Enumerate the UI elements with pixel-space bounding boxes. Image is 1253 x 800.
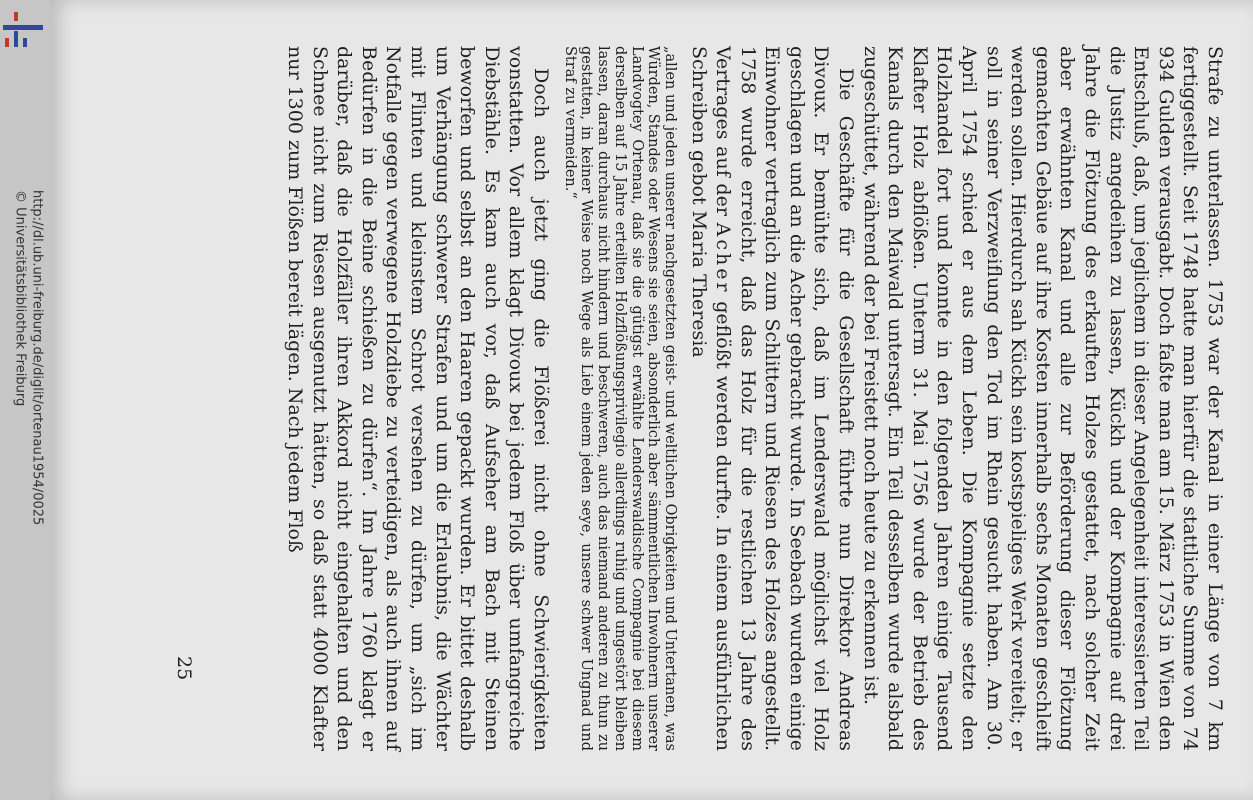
- rotated-page-content: [55, 0, 1235, 800]
- page-number: 25: [173, 656, 195, 681]
- quotation-block: „allen und jeden unserer nachgesetzten geist- und weltlichen Obrigkeiten und Untertanen, was Würden, Standes oder Wesens sie seien, absonderlich aber sämmentlichen Inwohnern unserer Landvogtey Ortenau, daß sie die gütigst erwählte Lenderswaldische Compagnie bei diesem derselben auf 15 Jahre erteilten Holzflößungsprivilegio allerdings ruhig und ungestört bleiben lassen, daran durchaus nicht hindern und beschweren, auch das niemand anderen zu thun zu gestatten, in keiner Weise noch Wege als Lieb einem jeden seye, unsere schwer Ungnad und Straf zu vermeiden.“: [561, 46, 678, 751]
- copyright-notice: © Universitätsbibliothek Freiburg: [12, 190, 28, 407]
- paragraph-2-part-a: Die Geschäfte für die Gesellschaft führte nun Direktor Andreas Divoux. Er bemühte sich, daß im Lenderswald möglichst viel Holz geschlagen und an die Acher gebracht wurde. In Seebach wurden einige Einwohner vertraglich zum Schlittern und Riesen des Holzes angestellt. 1758 wurde erreicht, daß das Holz für die restlichen 13 Jahre des Vertrages auf der: [712, 46, 858, 751]
- ub-freiburg-logo-icon: [3, 12, 43, 52]
- river-name-acher: Acher: [712, 222, 735, 295]
- source-url[interactable]: http://dl.ub.uni-freiburg.de/diglit/ortenau1954/0025: [29, 190, 45, 526]
- paragraph-3: Doch auch jetzt ging die Flößerei nicht ohne Schwierigkeiten vonstatten. Vor allem klagt Divoux bei jedem Floß über umfangreiche Diebstähle. Es kam auch vor, daß Aufseher am Bach mit Steinen beworfen und selbst an den Haaren gepackt wurden. Er bittet deshalb um Verhängung schwerer Strafen und um die Erlaubnis, die Wächter mit Flinten und kleinstem Schrot versehen zu dürfen, um „sich im Notfalle gegen verwegene Holzdiebe zu verteidigen, als auch ihnen auf Bedürfen in die Beine schießen zu dürfen“. Im Jahre 1760 klagt er darüber, daß die Holzfäller ihren Akkord nicht eingehalten und den Schnee nicht zum Riesen ausgenutzt hätten, so daß statt 4000 Klafter nur 1300 zum Flößen bereit lägen. Nach jedem Floß: [284, 46, 553, 751]
- paragraph-2-part-b: geflößt werden durfte. In einem ausführlichen Schreiben gebot Maria Theresia: [687, 46, 735, 751]
- paragraph-2: [686, 46, 858, 751]
- paragraph-1: Strafe zu unterlassen. 1753 war der Kanal in einer Länge von 7 km fertiggestellt. Seit 1748 hatte man hierfür die stattliche Summe von 74 934 Gulden verausgabt. Doch faßte man am 15. März 1753 in Wien den Entschluß, daß, um jeglichem in dieser Angelegenheit interessierten Teil die Justiz angedeihen zu lassen, Kückh und der Kompagnie auf drei Jahre die Flötzung des erkauften Holzes gestattet, nach solcher Zeit aber erwähnten Kanal und alle zur Beförderung dieser Flötzung gemachten Gebäue auf ihre Kosten innerhalb sechs Monaten geschleift werden sollen. Hierdurch sah Kückh sein kostspieliges Werk vereitelt; er soll in seiner Verzweiflung den Tod im Rhein gesucht haben. Am 30. April 1754 schied er aus dem Leben. Die Kompagnie setzte den Holzhandel fort und konnte in den folgenden Jahren einige Tausend Klafter Holz abflößen. Unterm 31. Mai 1756 wurde der Betrieb des Kanals durch den Maiwald untersagt. Ein Teil desselben wurde alsbald zugeschüttet, während der bei Freistett noch heute zu erkennen ist.: [859, 46, 1226, 751]
